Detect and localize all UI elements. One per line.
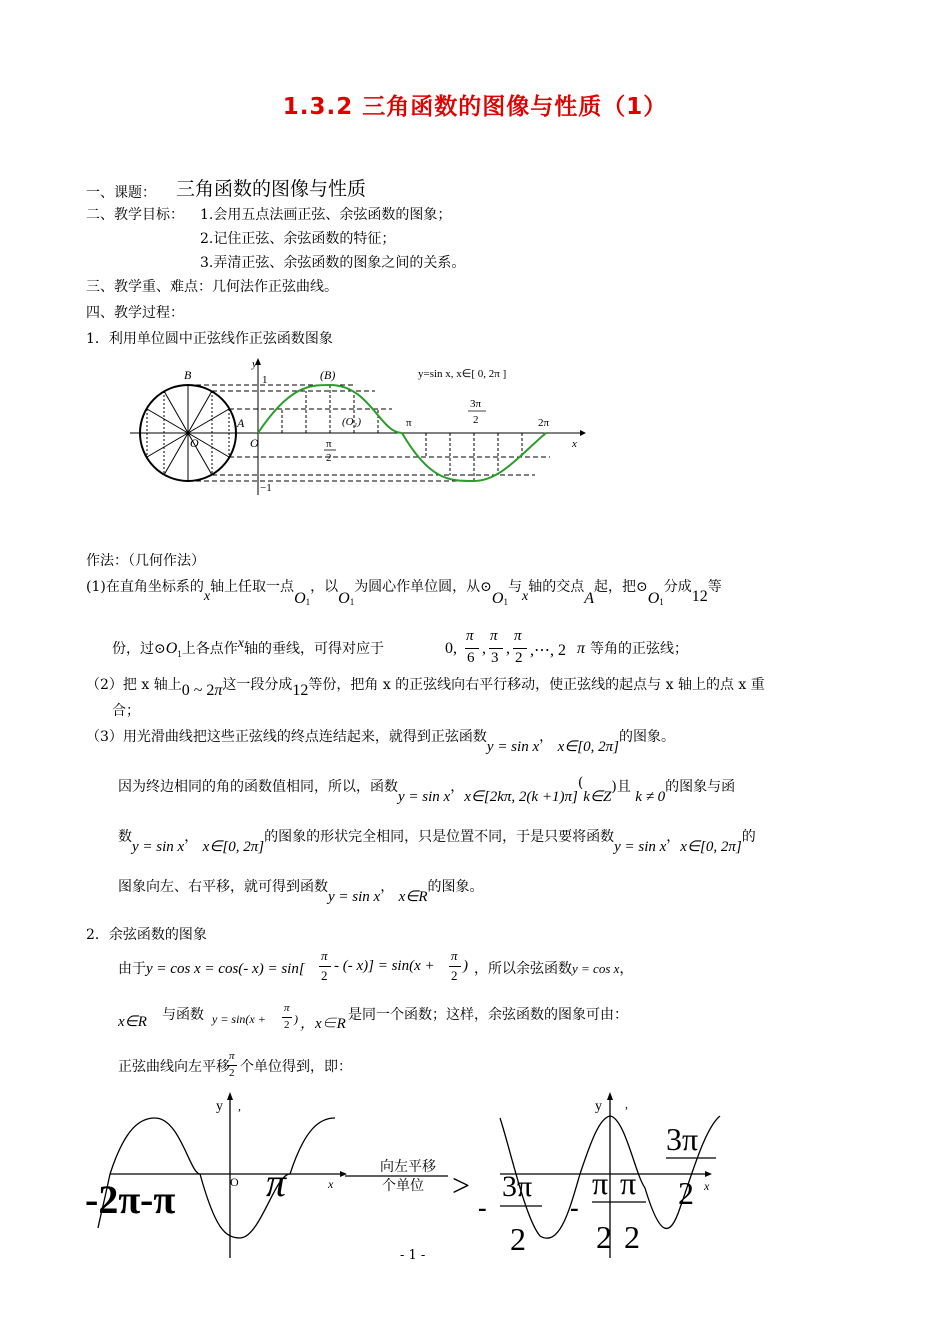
right-y-label: y xyxy=(595,1099,602,1114)
cos-line3-a: 正弦曲线向左平移 xyxy=(118,1059,230,1075)
pi-end: π xyxy=(577,640,586,657)
right-x-arrow xyxy=(705,1171,712,1177)
section-2-label: 二、教学目标： xyxy=(86,207,184,223)
label-3pi-den: 2 xyxy=(510,1221,526,1257)
cos-frac1-bar xyxy=(319,966,331,967)
cos-frac2-num: π xyxy=(451,948,458,963)
label-y: y xyxy=(252,358,257,370)
label-O: O xyxy=(190,436,199,450)
cos-frac3-num: π xyxy=(284,1002,290,1014)
step1-line2: 份，过$⊙O_1$上各点作x轴的垂线，可得对应于 xyxy=(112,636,385,659)
section-1-label: 一、课题： xyxy=(86,185,156,201)
frac-bar-6 xyxy=(465,648,479,649)
left-x-label: x xyxy=(328,1177,334,1191)
step1-end: 等角的正弦线； xyxy=(590,641,688,657)
left-origin: O xyxy=(230,1175,239,1189)
angle-zero: 0, xyxy=(445,640,457,657)
cos-line2-sin: y = sin(x + xyxy=(212,1012,266,1026)
cos-frac4-bar xyxy=(227,1065,237,1066)
step2-line1: （2）把 x 轴上0 ~ 2π这一段分成12等份，把角 x 的正弦线向右平行移动，使正弦线的起点与 x 轴上的点 x 重 xyxy=(86,677,765,699)
frac-bar-2 xyxy=(513,648,527,649)
label-2pi: 2π xyxy=(538,417,550,429)
cos-line2-dom2: ，x∈R xyxy=(300,1016,346,1032)
label-pi: π xyxy=(266,1160,287,1205)
label-right-3pi-den: 2 xyxy=(678,1175,694,1211)
minus-pi2: - xyxy=(570,1193,579,1222)
label-neg-2pi: -2π xyxy=(85,1177,141,1222)
goal-3: 3.弄清正弦、余弦函数的图象之间的关系。 xyxy=(200,255,466,271)
label-B: B xyxy=(184,368,192,382)
label-pi-half-den: 2 xyxy=(326,452,332,464)
label-neg-pi: -π xyxy=(140,1177,176,1222)
right-y-arrow xyxy=(607,1092,613,1100)
label-one: 1 xyxy=(262,374,268,386)
cos-line1-rest: ，所以余弦函数y = cos x， xyxy=(474,961,634,977)
left-y-arrow xyxy=(227,1092,233,1100)
cos-line2-close: ) xyxy=(294,1012,298,1026)
arrow-head: > xyxy=(452,1167,471,1203)
label-pi-num: π xyxy=(620,1165,637,1201)
label-A: A xyxy=(237,416,245,430)
cos-line1: 由于y = cos x = cos(- x) = sin[ xyxy=(118,961,305,977)
step2-line2: 合； xyxy=(112,703,140,719)
label-neg-pi-num: π xyxy=(592,1165,609,1201)
comma-1: , xyxy=(482,640,486,657)
label-pi-half-num: π xyxy=(326,438,332,450)
frac-bar-3 xyxy=(489,648,503,649)
part-2-heading: 2．余弦函数的图象 xyxy=(86,927,207,943)
frac-pi2-num: π xyxy=(514,628,522,644)
figure-caption: y=sin x, x∈[ 0, 2π ] xyxy=(418,368,507,380)
label-3pi2-num: 3π xyxy=(470,398,482,410)
cos-frac1-num: π xyxy=(321,948,328,963)
label-x: x xyxy=(572,438,577,450)
step3: （3）用光滑曲线把这些正弦线的终点连结起来，就得到正弦函数y = sin x， x∈[0, 2π]的图象。 xyxy=(86,729,675,755)
minus-3pi2: - xyxy=(478,1193,487,1222)
label-O1: (O₁) xyxy=(342,416,362,428)
label-neg-pi-den: 2 xyxy=(596,1219,612,1255)
para-line1: 因为终边相同的角的函数值相同，所以，函数y = sin x，x∈[2kπ, 2(k +1)π](k∈Z)且 k ≠ 0的图象与函 xyxy=(118,775,736,805)
dots-2pi: ,⋯, 2 xyxy=(530,642,566,659)
frac-pi3-num: π xyxy=(490,628,498,644)
arrow-bottom-text: 个单位 xyxy=(382,1179,424,1194)
x-axis-arrow xyxy=(580,430,586,436)
cos-frac2-den: 2 xyxy=(451,968,458,983)
cos-line1-eq3: ) xyxy=(463,958,468,974)
label-right-3pi: 3π xyxy=(666,1121,699,1157)
para-line2: 数y = sin x， x∈[0, 2π]的图象的形状完全相同，只是位置不同，于是只要将函数y = sin x，x∈[0, 2π]的 xyxy=(118,829,756,855)
left-y-label: y xyxy=(216,1099,223,1114)
frac-pi6-den: 6 xyxy=(467,650,475,666)
label-origin: O xyxy=(250,436,259,450)
label-B-prime: (B) xyxy=(320,368,336,382)
cos-frac4-den: 2 xyxy=(229,1067,235,1079)
label-3pi: 3π xyxy=(502,1170,533,1203)
label-pi-den: 2 xyxy=(624,1219,640,1255)
para-line3: 图象向左、右平移，就可得到函数y = sin x， x∈R的图象。 xyxy=(118,879,484,905)
cos-frac1-den: 2 xyxy=(321,968,328,983)
section-3: 三、教学重、难点：几何法作正弦曲线。 xyxy=(86,279,338,295)
cos-frac4-num: π xyxy=(229,1050,235,1062)
step1-line1: (1)在直角坐标系的x轴上任取一点$O_1$，以$O_1$为圆心作单位圆，从$⊙O_1$与x轴的交点A起，把$⊙O_1$分成12等 xyxy=(86,579,722,607)
page-number: - 1 - xyxy=(400,1248,426,1263)
right-x-label: x xyxy=(704,1179,710,1193)
label-neg-one: −1 xyxy=(260,482,272,494)
cos-line1-eq2: - (- x)] = sin(x + xyxy=(334,958,435,974)
cos-frac3-den: 2 xyxy=(284,1019,290,1031)
cos-line2-rest: 是同一个函数；这样，余弦函数的图象可由： xyxy=(348,1007,628,1023)
section-1-value: 三角函数的图像与性质 xyxy=(176,178,367,200)
frac-pi2-den: 2 xyxy=(515,650,523,666)
page-title: 1.3.2 三角函数的图像与性质（1） xyxy=(282,94,668,120)
goal-2: 2.记住正弦、余弦函数的特征； xyxy=(200,231,396,247)
cos-line3-b: 个单位得到，即： xyxy=(240,1059,352,1075)
left-comma: , xyxy=(238,1099,241,1113)
cos-line2-with: 与函数 xyxy=(162,1007,204,1023)
frac-pi6-num: π xyxy=(466,628,474,644)
right-comma: , xyxy=(625,1097,628,1111)
cos-frac3-bar xyxy=(282,1017,292,1018)
shift-figure xyxy=(80,1088,760,1263)
sine-construction-figure xyxy=(130,355,590,495)
cos-frac2-bar xyxy=(449,966,461,967)
goal-1: 1.会用五点法画正弦、余弦函数的图象； xyxy=(200,207,452,223)
cos-line2-dom: x∈R xyxy=(118,1014,147,1030)
label-pi: π xyxy=(406,417,412,429)
part-1-heading: 1．利用单位圆中正弦线作正弦函数图象 xyxy=(86,331,333,347)
arrow-top-text: 向左平移 xyxy=(380,1160,436,1175)
section-4: 四、教学过程： xyxy=(86,305,184,321)
frac-pi3-den: 3 xyxy=(491,650,499,666)
method-heading: 作法：（几何作法） xyxy=(86,553,205,569)
label-3pi2-den: 2 xyxy=(473,414,479,426)
comma-2: , xyxy=(506,640,510,657)
